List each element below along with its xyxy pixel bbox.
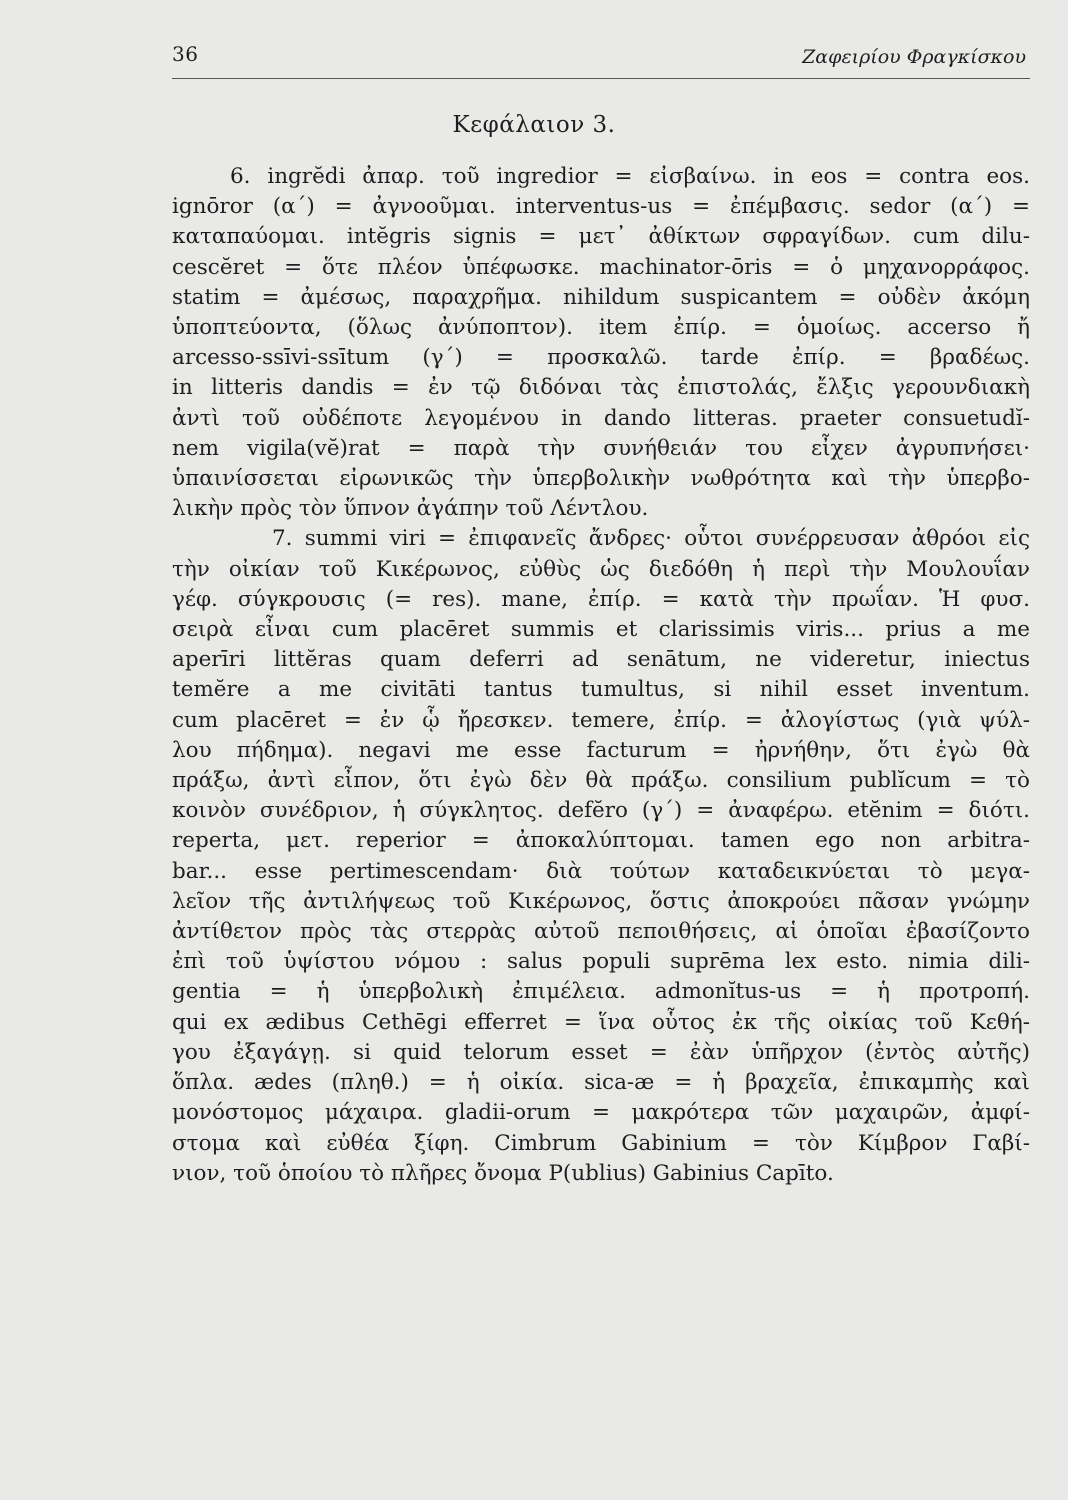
page-number: 36: [172, 42, 199, 66]
text-line: gentia = ἡ ὑπερβολικὴ ἐπιμέλεια. admonĭtus-us = ἡ προτροπή.: [172, 979, 1030, 1005]
text-line: ὑποπτεύοντα, (ὅλως ἀνύποπτον). item ἐπίρ. = ὁμοίως. accerso ἤ: [172, 315, 1030, 341]
text-line: κοινὸν συνέδριον, ἡ σύγκλητος. defĕro (γ΄) = ἀναφέρω. etĕnim = διότι.: [172, 798, 1030, 824]
text-line: ὅπλα. ædes (πληθ.) = ἡ οἰκία. sica-æ = ἡ βραχεῖα, ἐπικαμπὴς καὶ: [172, 1070, 1030, 1096]
text-line: ignōror (α΄) = ἀγνοοῦμαι. interventus-us = ἐπέμβασις. sedor (α΄) =: [172, 194, 1030, 220]
text-line: λου πήδημα). negavi me esse facturum = ἠρνήθην, ὅτι ἐγὼ θὰ: [172, 737, 1030, 763]
body-text: [172, 162, 1030, 1189]
text-line: cum placēret = ἐν ᾧ ἤρεσκεν. temere, ἐπίρ. = ἀλογίστως (γιὰ ψύλ-: [172, 707, 1030, 733]
text-line: λικὴν πρὸς τὸν ὕπνον ἀγάπην τοῦ Λέντλου.: [172, 496, 649, 522]
text-line: γου ἐξαγάγῃ. si quid telorum esset = ἐὰν ὑπῆρχον (ἐντὸς αὐτῆς): [172, 1039, 1030, 1065]
chapter-title: Κεφάλαιον 3.: [452, 112, 616, 138]
text-line: nem vigila(vĕ)rat = παρὰ τὴν συνήθειάν του εἶχεν ἀγρυπνήσει·: [172, 435, 1030, 461]
paragraph: [172, 524, 1030, 1188]
text-line: λεῖον τῆς ἀντιλήψεως τοῦ Κικέρωνος, ὅστις ἀποκρούει πᾶσαν γνώμην: [172, 888, 1030, 914]
text-line: in litteris dandis = ἐν τῷ διδόναι τὰς ἐπιστολάς, ἔλξις γερουνδιακὴ: [172, 375, 1030, 401]
text-line: arcesso-ssīvi-ssītum (γ΄) = προσκαλῶ. tarde ἐπίρ. = βραδέως.: [172, 345, 1030, 371]
text-line: qui ex ædibus Cethēgi efferret = ἵνα οὗτος ἐκ τῆς οἰκίας τοῦ Κεθή-: [172, 1009, 1030, 1035]
text-line: πράξω, ἀντὶ εἶπον, ὅτι ἐγὼ δὲν θὰ πράξω. consilium publĭcum = τὸ: [172, 768, 1030, 794]
text-line: ἐπὶ τοῦ ὑψίστου νόμου : salus populi suprēma lex esto. nimia dili-: [172, 949, 1030, 975]
text-line: ἀντὶ τοῦ οὐδέποτε λεγομένου in dando litteras. praeter consuetudĭ-: [172, 405, 1030, 431]
paragraph: [172, 162, 1030, 524]
text-line: bar... esse pertimescendam· διὰ τούτων καταδεικνύεται τὸ μεγα-: [172, 858, 1030, 884]
text-line: τὴν οἰκίαν τοῦ Κικέρωνος, εὐθὺς ὡς διεδόθη ἡ περὶ τὴν Μουλουΐαν: [172, 556, 1030, 582]
text-line: καταπαύομαι. intĕgris signis = μετ᾽ ἀθίκτων σφραγίδων. cum dilu-: [172, 224, 1030, 250]
text-line: νιον, τοῦ ὁποίου τὸ πλῆρες ὄνομα P(ublius) Gabinius Capīto.: [172, 1160, 834, 1186]
text-line: μονόστομος μάχαιρα. gladii-orum = μακρότερα τῶν μαχαιρῶν, ἀμφί-: [172, 1100, 1030, 1126]
running-head: Ζαφειρίου Φραγκίσκου: [802, 46, 1026, 68]
text-line: temĕre a me civitāti tantus tumultus, si nihil esset inventum.: [172, 677, 1030, 703]
text-line: στομα καὶ εὐθέα ξίφη. Cimbrum Gabinium = τὸν Κίμβρον Γαβί-: [172, 1130, 1030, 1156]
text-line: 7. summi viri = ἐπιφανεῖς ἄνδρες· οὗτοι συνέρρευσαν ἀθρόοι εἰς: [272, 526, 1030, 552]
text-line: statim = ἀμέσως, παραχρῆμα. nihildum suspicantem = οὐδὲν ἀκόμη: [172, 284, 1030, 310]
page-header: [172, 42, 1030, 79]
text-line: ἀντίθετον πρὸς τὰς στερρὰς αὐτοῦ πεποιθήσεις, αἱ ὁποῖαι ἐβασίζοντο: [172, 919, 1030, 945]
text-line: σειρὰ εἶναι cum placēret summis et clarissimis viris... prius a me: [172, 617, 1030, 643]
text-line: aperīri littĕras quam deferri ad senātum, ne videretur, iniectus: [172, 647, 1030, 673]
text-line: 6. ingrĕdi ἀπαρ. τοῦ ingredior = εἰσβαίνω. in eos = contra eos.: [230, 164, 1030, 189]
text-line: cescĕret = ὅτε πλέον ὑπέφωσκε. machinator-ōris = ὁ μηχανορράφος.: [172, 254, 1030, 280]
text-line: ὑπαινίσσεται εἰρωνικῶς τὴν ὑπερβολικὴν νωθρότητα καὶ τὴν ὑπερβο-: [172, 466, 1030, 492]
text-line: reperta, μετ. reperior = ἀποκαλύπτομαι. tamen ego non arbitra-: [172, 828, 1030, 854]
text-line: γέφ. σύγκρουσις (= res). mane, ἐπίρ. = κατὰ τὴν πρωΐαν. Ἡ φυσ.: [172, 586, 1030, 612]
